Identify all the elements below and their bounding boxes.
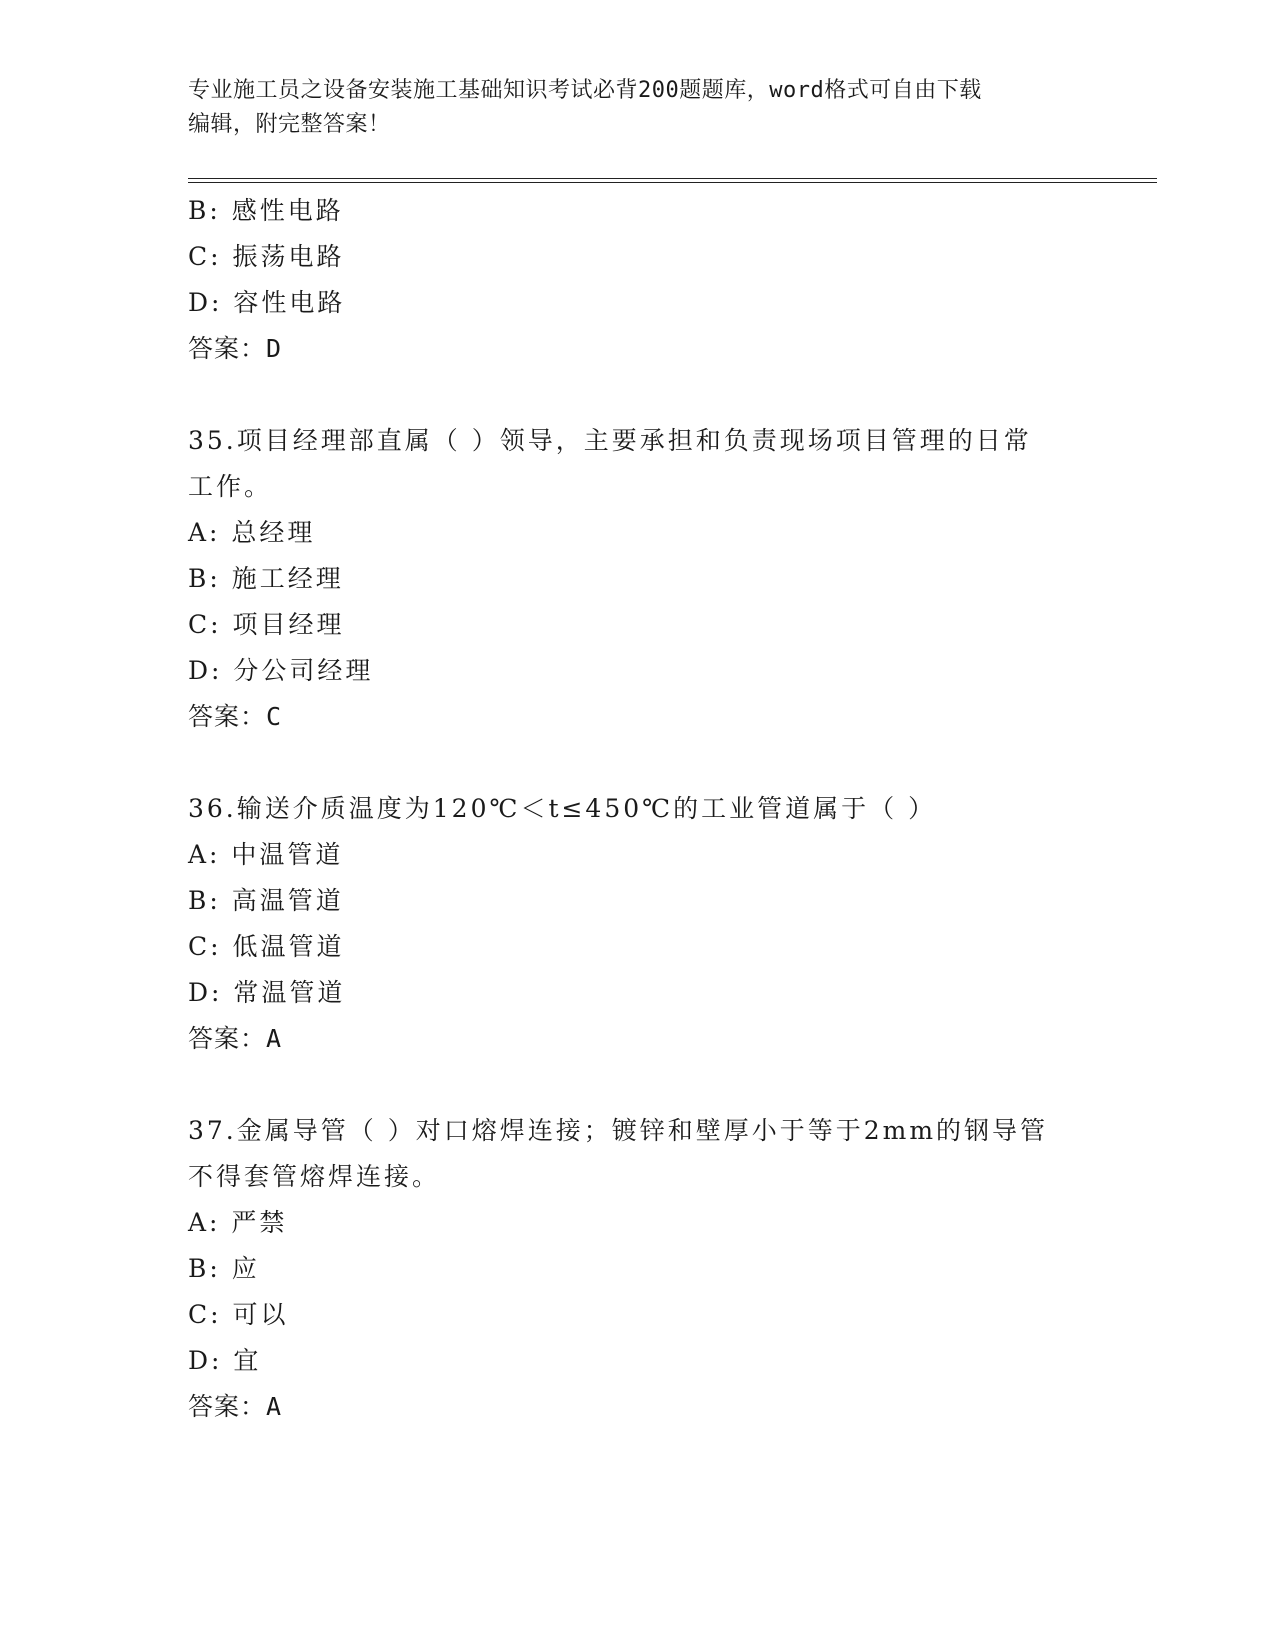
answer-line	[188, 1016, 1088, 1062]
option-b: B: 应	[188, 1254, 260, 1283]
answer-label: 答案：	[188, 702, 267, 731]
question-34-tail	[188, 188, 1088, 372]
question-35	[188, 418, 1088, 740]
answer-line	[188, 326, 1088, 372]
question-stem-continued: 工作。	[188, 472, 273, 501]
question-stem-continued: 不得套管熔焊连接。	[188, 1162, 441, 1191]
answer-value: A	[266, 1392, 283, 1421]
option-c: C: 低温管道	[188, 932, 345, 961]
question-stem: 36.输送介质温度为120℃＜t≤450℃的工业管道属于（ ）	[188, 794, 937, 823]
option-c: C: 项目经理	[188, 610, 345, 639]
question-36	[188, 786, 1088, 1062]
option-b: B: 高温管道	[188, 886, 344, 915]
answer-label: 答案：	[188, 1392, 267, 1421]
option-c: C: 可以	[188, 1300, 289, 1329]
answer-value: A	[266, 1024, 283, 1053]
option-d: D: 宜	[188, 1346, 262, 1375]
answer-label: 答案：	[188, 1024, 267, 1053]
option-d: D: 常温管道	[188, 978, 346, 1007]
header-line-1: 专业施工员之设备安装施工基础知识考试必背200题题库，word格式可自由下载	[188, 78, 982, 103]
option-b: B: 施工经理	[188, 564, 344, 593]
option-a: A: 严禁	[188, 1208, 288, 1237]
option-d: D: 容性电路	[188, 288, 346, 317]
option-a: A: 总经理	[188, 518, 316, 547]
answer-label: 答案：	[188, 334, 267, 363]
answer-value: D	[266, 334, 283, 363]
option-b: B: 感性电路	[188, 196, 344, 225]
header-line-2: 编辑，附完整答案！	[188, 112, 391, 137]
header-divider	[188, 178, 1157, 183]
question-list	[188, 188, 1088, 1430]
option-d: D: 分公司经理	[188, 656, 374, 685]
question-stem: 37.金属导管（ ）对口熔焊连接；镀锌和壁厚小于等于2mm的钢导管	[188, 1116, 1049, 1145]
answer-line	[188, 1384, 1088, 1430]
option-a: A: 中温管道	[188, 840, 344, 869]
answer-line	[188, 694, 1088, 740]
answer-value: C	[266, 702, 283, 731]
document-header	[188, 74, 1088, 142]
question-37	[188, 1108, 1088, 1430]
option-c: C: 振荡电路	[188, 242, 345, 271]
question-stem: 35.项目经理部直属（ ）领导，主要承担和负责现场项目管理的日常	[188, 426, 1032, 455]
